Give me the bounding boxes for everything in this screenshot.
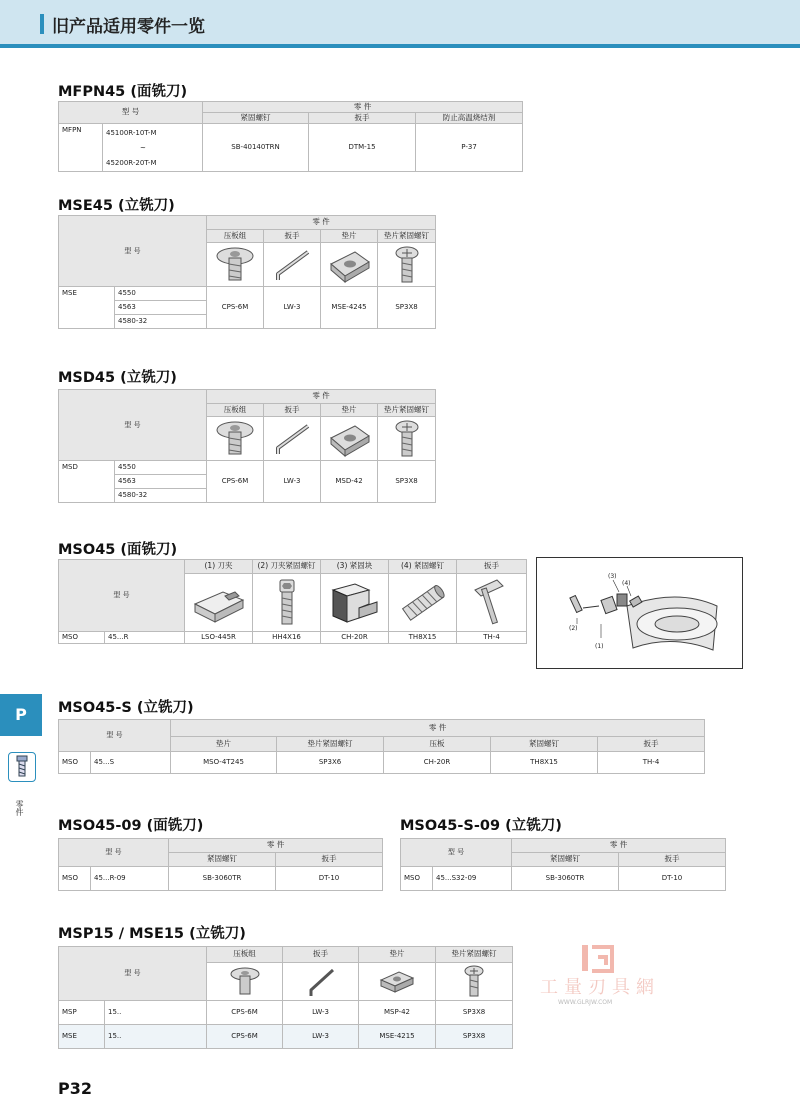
col-header: 压板组 <box>207 404 264 417</box>
part-cell: SB-3060TR <box>512 867 619 891</box>
model-cell: 15.. <box>105 1001 207 1025</box>
part-cell: SP3X8 <box>378 287 436 329</box>
part-cell: SP3X8 <box>436 1025 513 1049</box>
part-cell: SP3X6 <box>277 752 384 774</box>
parts-header: 零 件 <box>207 216 436 230</box>
section-title-mfpn45: MFPN45 (面铣刀) <box>58 84 188 100</box>
col-header: (3) 紧固块 <box>321 560 389 574</box>
series-cell: MSP <box>59 1001 105 1025</box>
col-header: 扳手 <box>309 113 416 124</box>
parts-header: 零 件 <box>169 839 383 853</box>
section-title-mso45-s-09: MSO45-S-09 (立铣刀) <box>400 818 562 834</box>
callout-1: (1) <box>595 643 604 650</box>
col-header: 扳手 <box>283 947 359 963</box>
part-cell: LW-3 <box>264 461 321 503</box>
msp15-mse15-parts-table <box>58 946 513 1049</box>
hex-key-icon <box>264 243 321 287</box>
col-header: 垫片 <box>321 230 378 243</box>
series-cell: MSD <box>59 461 115 503</box>
set-screw-icon <box>389 574 457 632</box>
part-cell: SB-40140TRN <box>203 124 309 172</box>
mso45-09-parts-table <box>58 838 383 891</box>
type-header: 型 号 <box>59 390 207 461</box>
col-header: 垫片 <box>171 737 277 752</box>
model-cell: 4580-32 <box>115 489 207 503</box>
type-header: 型 号 <box>401 839 512 867</box>
model-cell: 4563 <box>115 301 207 315</box>
part-cell: HH4X16 <box>253 632 321 644</box>
series-cell: MSO <box>59 752 91 774</box>
model-cell: 4563 <box>115 475 207 489</box>
screw-icon <box>8 752 36 782</box>
page-number: P32 <box>58 1079 92 1098</box>
model-cell: 45100R-10T-M ~ 45200R-20T-M <box>103 124 203 172</box>
col-header: (2) 刀夹紧固螺钉 <box>253 560 321 574</box>
part-cell: CPS-6M <box>207 461 264 503</box>
col-header: 防止高温烧结剂 <box>416 113 523 124</box>
parts-header: 零 件 <box>203 102 523 113</box>
part-cell: LW-3 <box>264 287 321 329</box>
callout-3: (3) <box>608 573 617 580</box>
cap-screw-icon <box>253 574 321 632</box>
mso45-parts-table <box>58 559 527 644</box>
col-header: 紧固螺钉 <box>203 113 309 124</box>
col-header: 垫片紧固螺钉 <box>436 947 513 963</box>
model-cell: 45...R <box>105 632 185 644</box>
part-cell: SP3X8 <box>378 461 436 503</box>
part-cell: MSE-4215 <box>359 1025 436 1049</box>
col-header: 垫片 <box>321 404 378 417</box>
section-title-mso45-s: MSO45-S (立铣刀) <box>58 700 194 716</box>
watermark-url: WWW.GLRJW.COM <box>558 999 613 1006</box>
series-cell: MFPN <box>59 124 103 172</box>
shim-icon <box>359 963 436 1001</box>
type-header: 型 号 <box>59 947 207 1001</box>
col-header: 垫片 <box>359 947 436 963</box>
col-header: (1) 刀夹 <box>185 560 253 574</box>
part-cell: MSP-42 <box>359 1001 436 1025</box>
shim-icon <box>321 243 378 287</box>
model-cell: 45...S32-09 <box>433 867 512 891</box>
series-cell: MSO <box>59 632 105 644</box>
part-cell: CPS-6M <box>207 1025 283 1049</box>
col-header: 压板组 <box>207 230 264 243</box>
part-cell: MSD-42 <box>321 461 378 503</box>
hex-key-icon <box>264 417 321 461</box>
part-cell: SP3X8 <box>436 1001 513 1025</box>
part-cell: DT-10 <box>276 867 383 891</box>
part-cell: TH-4 <box>457 632 527 644</box>
type-header: 型 号 <box>59 839 169 867</box>
section-title-msd45: MSD45 (立铣刀) <box>58 370 177 386</box>
clamp-set-icon <box>207 243 264 287</box>
col-header: 紧固螺钉 <box>491 737 598 752</box>
col-header: 紧固螺钉 <box>512 853 619 867</box>
mfpn45-parts-table <box>58 101 523 172</box>
col-header: 垫片紧固螺钉 <box>277 737 384 752</box>
col-header: 压板组 <box>207 947 283 963</box>
part-cell: LW-3 <box>283 1025 359 1049</box>
col-header: 垫片紧固螺钉 <box>378 404 436 417</box>
model-cell: 45...R-09 <box>91 867 169 891</box>
cartridge-icon <box>185 574 253 632</box>
callout-4: (4) <box>622 580 631 587</box>
parts-header: 零 件 <box>207 390 436 404</box>
section-tab-p[interactable]: P <box>0 694 42 736</box>
col-header: 压板 <box>384 737 491 752</box>
page-title: 旧产品适用零件一览 <box>52 17 205 37</box>
shim-screw-icon <box>378 417 436 461</box>
col-header: 垫片紧固螺钉 <box>378 230 436 243</box>
t-wrench-icon <box>457 574 527 632</box>
part-cell: TH8X15 <box>491 752 598 774</box>
part-cell: SB-3060TR <box>169 867 276 891</box>
series-cell: MSO <box>401 867 433 891</box>
mso45-assembly-diagram <box>536 557 743 669</box>
clamp-block-icon <box>321 574 389 632</box>
parts-header: 零 件 <box>171 720 705 737</box>
part-cell: CH-20R <box>321 632 389 644</box>
model-cell: 4550 <box>115 461 207 475</box>
part-cell: LW-3 <box>283 1001 359 1025</box>
type-header: 型 号 <box>59 102 203 124</box>
watermark-logo-icon <box>580 941 616 977</box>
part-cell: MSO-4T245 <box>171 752 277 774</box>
col-header: 扳手 <box>619 853 726 867</box>
shim-icon <box>321 417 378 461</box>
col-header: 扳手 <box>276 853 383 867</box>
mso45-s-parts-table <box>58 719 705 774</box>
col-header: 扳手 <box>598 737 705 752</box>
shim-screw-icon <box>436 963 513 1001</box>
parts-header: 零 件 <box>512 839 726 853</box>
watermark <box>530 935 670 1015</box>
mso45-s-09-parts-table <box>400 838 726 891</box>
part-cell: DTM-15 <box>309 124 416 172</box>
col-header: 紧固螺钉 <box>169 853 276 867</box>
col-header: 扳手 <box>264 230 321 243</box>
page-header <box>0 0 800 48</box>
part-cell: DT-10 <box>619 867 726 891</box>
hex-key-icon <box>283 963 359 1001</box>
series-cell: MSE <box>59 287 115 329</box>
part-cell: P-37 <box>416 124 523 172</box>
model-cell: 4550 <box>115 287 207 301</box>
section-title-msp15-mse15: MSP15 / MSE15 (立铣刀) <box>58 926 246 942</box>
section-title-mse45: MSE45 (立铣刀) <box>58 198 175 214</box>
type-header: 型 号 <box>59 720 171 752</box>
shim-screw-icon <box>378 243 436 287</box>
header-accent-bar <box>40 14 44 34</box>
col-header: 扳手 <box>457 560 527 574</box>
type-header: 型 号 <box>59 560 185 632</box>
part-cell: CPS-6M <box>207 1001 283 1025</box>
callout-2: (2) <box>569 625 578 632</box>
clamp-set-icon <box>207 963 283 1001</box>
series-cell: MSO <box>59 867 91 891</box>
section-title-mso45: MSO45 (面铣刀) <box>58 542 178 558</box>
col-header: (4) 紧固螺钉 <box>389 560 457 574</box>
part-cell: CH-20R <box>384 752 491 774</box>
clamp-set-icon <box>207 417 264 461</box>
part-cell: TH8X15 <box>389 632 457 644</box>
part-cell: CPS-6M <box>207 287 264 329</box>
mse45-parts-table <box>58 215 436 329</box>
model-cell: 4580-32 <box>115 315 207 329</box>
msd45-parts-table <box>58 389 436 503</box>
watermark-text: 工量刃具網 <box>540 977 660 998</box>
section-title-mso45-09: MSO45-09 (面铣刀) <box>58 818 204 834</box>
col-header: 扳手 <box>264 404 321 417</box>
series-cell: MSE <box>59 1025 105 1049</box>
model-cell: 15.. <box>105 1025 207 1049</box>
part-cell: LSO-445R <box>185 632 253 644</box>
part-cell: TH-4 <box>598 752 705 774</box>
side-label: 零件 <box>15 800 24 816</box>
type-header: 型 号 <box>59 216 207 287</box>
model-cell: 45...S <box>91 752 171 774</box>
part-cell: MSE-4245 <box>321 287 378 329</box>
